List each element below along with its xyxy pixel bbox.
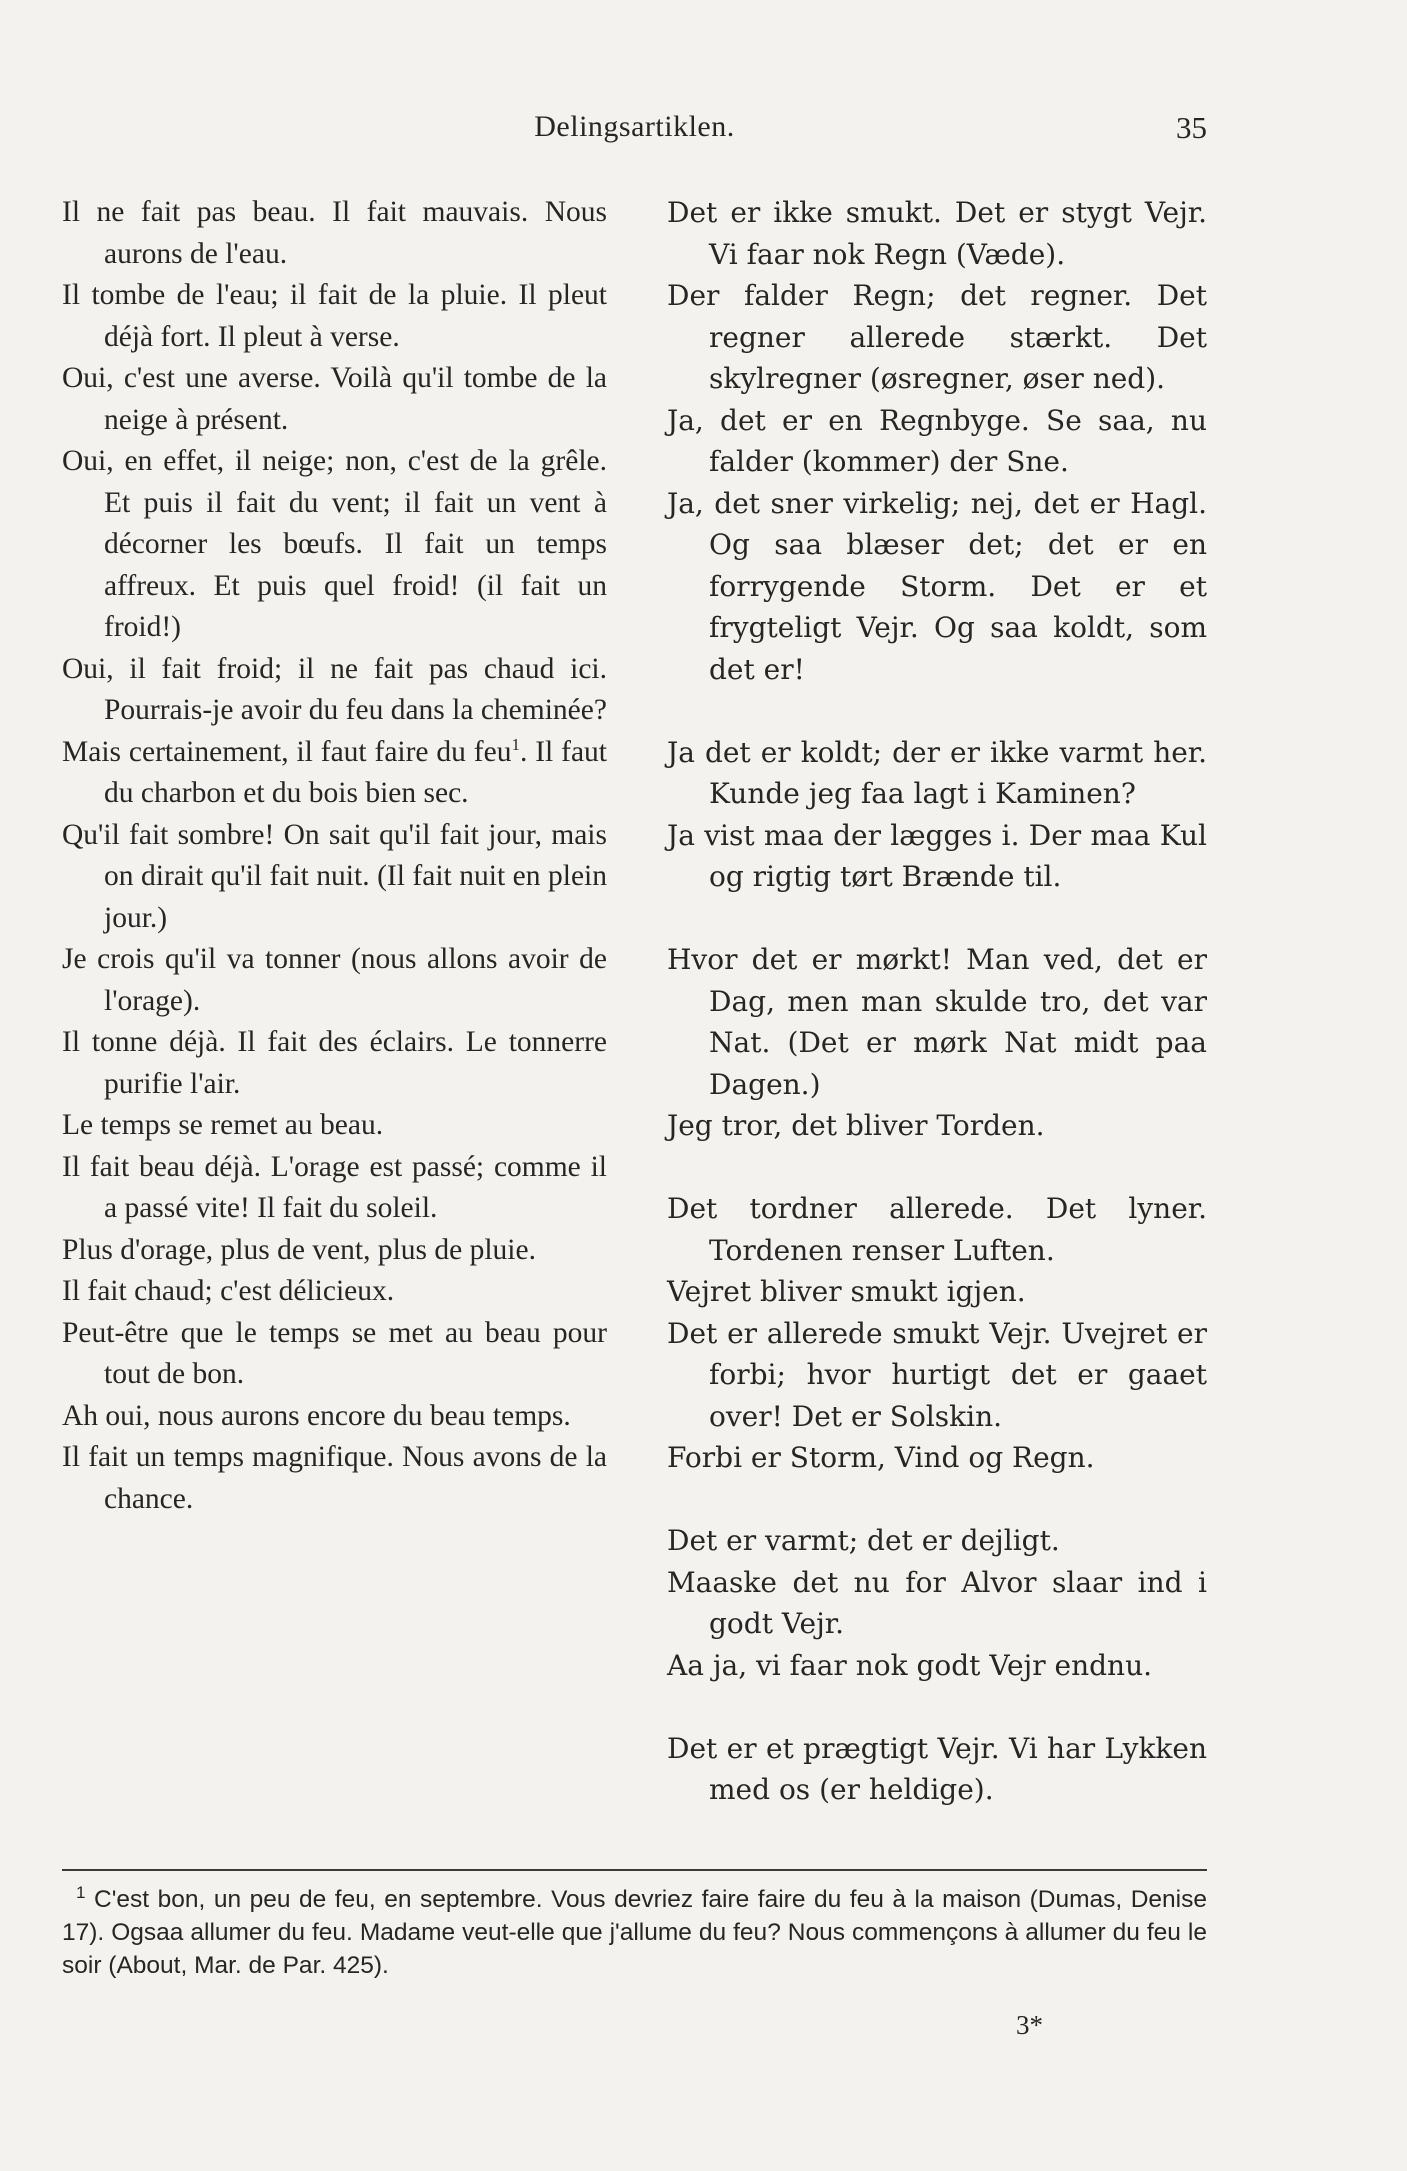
norwegian-paragraph: Der falder Regn; det regner. Det regner allerede stærkt. Det skylregner (øsregner, øser ned). (667, 279, 1207, 395)
french-paragraph: Oui, en effet, il neige; non, c'est de la grêle. Et puis il fait du vent; il fait un vent à décorner les bœufs. Il fait un temps affreux. Et puis quel froid! (il fait un froid!) (62, 445, 607, 643)
norwegian-paragraph: Det tordner allerede. Det lyner. Tordenen renser Luften. (667, 1192, 1207, 1267)
french-text: . Il faut du charbon et du bois bien sec. (104, 735, 607, 809)
french-paragraph: Le temps se remet au beau. (62, 1109, 384, 1141)
page-number: 35 (1176, 110, 1207, 145)
norwegian-paragraph: Ja vist maa der lægges i. Der maa Kul og rigtig tørt Brænde til. (667, 818, 1207, 893)
norwegian-paragraph: Det er varmt; det er dejligt. (667, 1524, 1060, 1557)
footnote (62, 1876, 1207, 1982)
french-paragraph: Je crois qu'il va tonner (nous allons avoir de l'orage). (62, 943, 607, 1017)
norwegian-paragraph: Det er ikke smukt. Det er stygt Vejr. Vi faar nok Regn (Væde). (667, 196, 1207, 271)
french-paragraph: Oui, il fait froid; il ne fait pas chaud ici. Pourrais-je avoir du feu dans la cheminée? (62, 652, 607, 726)
footnote-text: C'est bon, un peu de feu, en septembre. Vous devriez faire faire du feu à la maison (Dumas, Denise 17). Ogsaa allumer du feu. Madame veut-elle que j'allume du feu? Nous commençons à allumer du feu le soir (About, Mar. de Par. 425). (62, 1886, 1207, 1980)
french-paragraph: Qu'il fait sombre! On sait qu'il fait jour, mais on dirait qu'il fait nuit. (Il fait nuit en plein jour.) (62, 818, 607, 934)
french-paragraph: Oui, c'est une averse. Voilà qu'il tombe de la neige à présent. (62, 362, 607, 436)
spacer (667, 1686, 1207, 1728)
page-header (62, 110, 1207, 150)
french-paragraph: Plus d'orage, plus de vent, plus de pluie. (62, 1233, 536, 1266)
french-column (62, 192, 607, 1520)
french-paragraph: Il tombe de l'eau; il fait de la pluie. Il pleut déjà fort. Il pleut à verse. (62, 279, 607, 353)
footnote-divider (62, 1869, 1207, 1871)
french-paragraph (62, 732, 607, 815)
running-title: Delingsartiklen. (534, 110, 735, 143)
spacer (667, 690, 1207, 732)
french-paragraph: Ah oui, nous aurons encore du beau temps. (62, 1399, 571, 1432)
footnote-mark: 1 (76, 1883, 86, 1902)
norwegian-paragraph: Jeg tror, det bliver Torden. (667, 1109, 1045, 1142)
norwegian-paragraph: Hvor det er mørkt! Man ved, det er Dag, men man skulde tro, det var Nat. (Det er mørk Nat midt paa Dagen.) (667, 943, 1207, 1101)
norwegian-paragraph: Det er et prægtigt Vejr. Vi har Lykken med os (er heldige). (667, 1731, 1207, 1806)
spacer (667, 1147, 1207, 1189)
french-paragraph: Il fait chaud; c'est délicieux. (62, 1275, 395, 1307)
french-paragraph: Peut-être que le temps se met au beau pour tout de bon. (62, 1316, 607, 1390)
french-paragraph: Il fait un temps magnifique. Nous avons de la chance. (62, 1441, 607, 1515)
norwegian-paragraph: Vejret bliver smukt igjen. (667, 1275, 1026, 1308)
norwegian-paragraph: Ja det er koldt; der er ikke varmt her. Kunde jeg faa lagt i Kaminen? (667, 735, 1207, 810)
spacer (667, 1479, 1207, 1521)
norwegian-paragraph: Ja, det sner virkelig; nej, det er Hagl. Og saa blæser det; det er en forrygende Storm. Det er et frygteligt Vejr. Og saa koldt, som det er! (667, 486, 1207, 686)
norwegian-paragraph: Forbi er Storm, Vind og Regn. (667, 1441, 1095, 1474)
norwegian-paragraph: Ja, det er en Regnbyge. Se saa, nu falder (kommer) der Sne. (667, 403, 1207, 478)
norwegian-paragraph: Det er allerede smukt Vejr. Uvejret er forbi; hvor hurtigt det er gaaet over! Det er Solskin. (667, 1316, 1207, 1433)
footnote-reference: 1 (511, 734, 520, 754)
norwegian-column (667, 192, 1207, 1811)
french-paragraph: Il fait beau déjà. L'orage est passé; comme il a passé vite! Il fait du soleil. (62, 1150, 607, 1224)
norwegian-paragraph: Aa ja, vi faar nok godt Vejr endnu. (667, 1648, 1152, 1682)
spacer (667, 898, 1207, 940)
french-paragraph: Il tonne déjà. Il fait des éclairs. Le tonnerre purifie l'air. (62, 1026, 607, 1100)
french-paragraph: Il ne fait pas beau. Il fait mauvais. Nous aurons de l'eau. (62, 196, 607, 270)
signature-mark: 3* (1016, 2010, 1043, 2040)
norwegian-paragraph: Maaske det nu for Alvor slaar ind i godt Vejr. (667, 1565, 1207, 1640)
french-text: Mais certainement, il faut faire du feu (62, 735, 512, 768)
